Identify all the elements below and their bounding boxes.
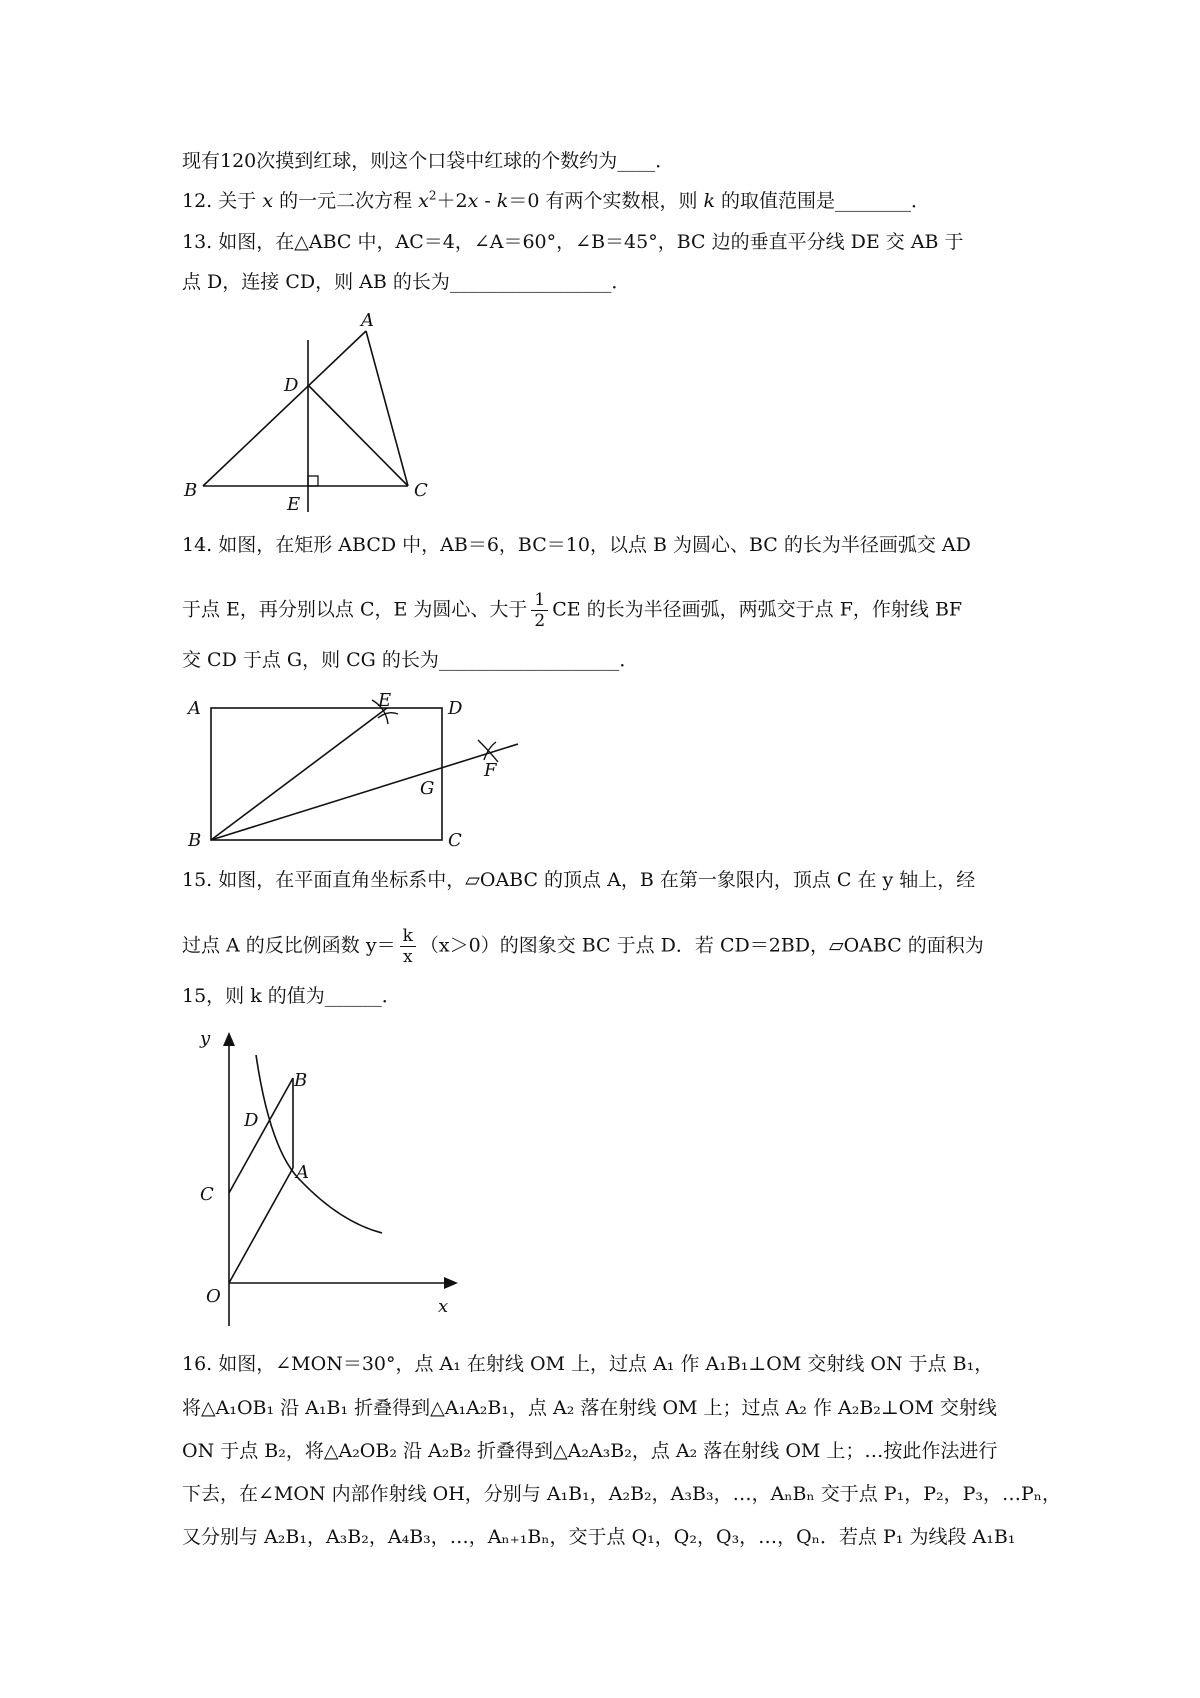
q16-line5: 又分别与 A₂B₁，A₃B₂，A₄B₃，…，Aₙ₊₁Bₙ，交于点 Q₁，Q₂，Q₃，…，Qₙ．若点 P₁ 为线段 A₁B₁ [182, 1526, 1016, 1548]
q13-label-a: A [361, 310, 374, 331]
q13-label-d: D [284, 375, 299, 396]
q16-line1: 16. 如图，∠MON＝30°，点 A₁ 在射线 OM 上，过点 A₁ 作 A₁B₁⊥OM 交射线 ON 于点 B₁， [182, 1353, 994, 1375]
q11-tail: 现有120次摸到红球，则这个口袋中红球的个数约为____． [182, 150, 675, 172]
q14-label-g: G [420, 778, 435, 799]
q16-line4: 下去，在∠MON 内部作射线 OH，分别与 A₁B₁，A₂B₂，A₃B₃，…，AₙBₙ 交于点 P₁，P₂，P₃，…Pₙ， [182, 1483, 1062, 1505]
q13-label-e: E [287, 494, 301, 515]
q15-label-d: D [244, 1110, 259, 1131]
q15-axis-label-x: x [438, 1296, 449, 1317]
q14-label-f: F [484, 760, 497, 781]
q14-label-c: C [448, 830, 462, 851]
q13-label-c: C [414, 480, 428, 501]
q15-label-b: B [294, 1070, 308, 1091]
q14-label-d: D [448, 698, 463, 719]
q15-label-o: O [206, 1286, 221, 1307]
q16-line3: ON 于点 B₂，将△A₂OB₂ 沿 A₂B₂ 折叠得到△A₂A₃B₂，点 A₂ 落在射线 OM 上；…按此作法进行 [182, 1440, 998, 1462]
q16-line2: 将△A₁OB₁ 沿 A₁B₁ 折叠得到△A₁A₂B₁，点 A₂ 落在射线 OM 上；过点 A₂ 作 A₂B₂⊥OM 交射线 [182, 1397, 997, 1419]
q15-line3: 15，则 k 的值为______． [182, 985, 401, 1007]
q14-line3: 交 CD 于点 G，则 CG 的长为___________________． [182, 649, 639, 671]
q14-label-e: E [378, 690, 392, 711]
q15-axis-label-y: y [200, 1028, 211, 1049]
q14-fraction: $\frac{1}{2}$ [531, 590, 548, 631]
q14-line2: 于点 E，再分别以点 C，E 为圆心、大于 $\frac{1}{2}$ CE 的长为半径画弧，两弧交于点 F，作射线 BF [182, 590, 963, 631]
q14-label-b: B [188, 830, 202, 851]
q15-label-c: C [200, 1184, 214, 1205]
q12-text: 12. 关于 x 的一元二次方程 $x^2+2x - k=0$ 有两个实数根，则 k 的取值范围是________． [182, 188, 931, 212]
q15-fraction: $\frac{k}{x}$ [400, 926, 416, 967]
q13-line1: 13. 如图，在△ABC 中，AC＝4，∠A＝60°，∠B＝45°，BC 边的垂直平分线 DE 交 AB 于 [182, 231, 964, 253]
q15-line2: 过点 A 的反比例函数 y＝ $\frac{k}{x}$ （x＞0）的图象交 BC 于点 D．若 CD＝2BD，▱OABC 的面积为 [182, 926, 984, 967]
q13-line2: 点 D，连接 CD，则 AB 的长为_________________． [182, 271, 631, 293]
q14-label-a: A [188, 698, 201, 719]
q15-label-a: A [296, 1162, 309, 1183]
q13-label-b: B [184, 480, 198, 501]
q14-line1: 14. 如图，在矩形 ABCD 中，AB＝6，BC＝10，以点 B 为圆心、BC 的长为半径画弧交 AD [182, 534, 971, 556]
q15-line1: 15. 如图，在平面直角坐标系中，▱OABC 的顶点 A，B 在第一象限内，顶点 C 在 y 轴上，经 [182, 869, 976, 891]
